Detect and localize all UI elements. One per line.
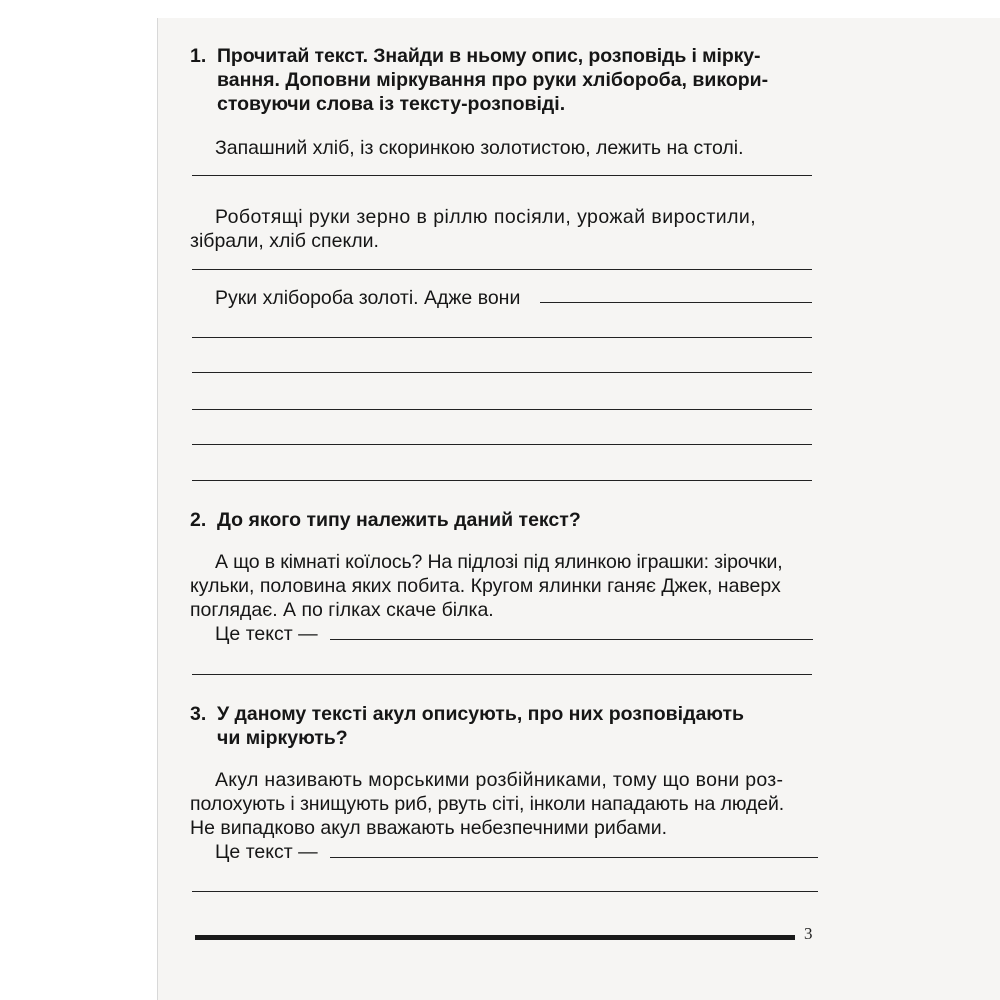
footer-rule <box>195 935 795 940</box>
task2-answer-fill-line[interactable] <box>330 639 813 640</box>
task3-heading-line-1: У даному тексті акул описують, про них розповідають <box>217 703 744 725</box>
task1-reasoning-fill-line[interactable] <box>540 302 812 303</box>
task3-heading-line-2: чи міркують? <box>217 727 348 749</box>
task3-text-line-2: полохують і знищують риб, рвуть сіті, інколи нападають на людей. <box>190 793 785 815</box>
task2-answer-label: Це текст — <box>215 623 318 645</box>
task1-answer-line-4[interactable] <box>192 372 812 373</box>
task1-answer-line-5[interactable] <box>192 409 812 410</box>
page-number: 3 <box>804 924 813 943</box>
task1-heading-line-2: вання. Доповни міркування про руки хлібороба, викори- <box>217 69 769 91</box>
task1-answer-line-3[interactable] <box>192 337 812 338</box>
task1-heading <box>190 44 830 120</box>
task3-answer-line-2[interactable] <box>192 891 818 892</box>
task3-heading <box>190 702 820 752</box>
task1-heading-line-3: стовуючи слова із тексту-розповіді. <box>217 93 566 115</box>
task2-text-line-2: кульки, половина яких побита. Кругом ялинки ганяє Джек, наверх <box>190 575 781 597</box>
task1-answer-line-2[interactable] <box>192 269 812 270</box>
task1-narrative-text <box>190 205 820 253</box>
task1-answer-line-1[interactable] <box>192 175 812 176</box>
task3-text <box>190 768 820 840</box>
task2-number: 2. <box>190 509 207 531</box>
task1-reasoning-start: Руки хлібороба золоті. Адже вони <box>215 287 521 309</box>
task1-description-text: Запашний хліб, із скоринкою золотистою, лежить на столі. <box>215 137 744 159</box>
task2-text-line-3: поглядає. А по гілках скаче білка. <box>190 599 494 621</box>
task3-heading-text <box>217 702 744 750</box>
task3-answer-label: Це текст — <box>215 841 318 863</box>
task1-heading-line-1: Прочитай текст. Знайди в ньому опис, розповідь і мірку- <box>217 45 761 67</box>
task1-heading-text <box>217 44 768 116</box>
task1-narrative-line-2: зібрали, хліб спекли. <box>190 230 379 252</box>
task3-text-line-1: Акул називають морськими розбійниками, тому що вони роз- <box>215 769 784 791</box>
task3-text-line-3: Не випадково акул вважають небезпечними рибами. <box>190 817 668 839</box>
task2-answer-line-2[interactable] <box>192 674 812 675</box>
task1-answer-line-7[interactable] <box>192 480 812 481</box>
task2-heading <box>190 508 820 534</box>
task1-answer-line-6[interactable] <box>192 444 812 445</box>
task2-heading-text: До якого типу належить даний текст? <box>217 509 581 531</box>
task3-answer-fill-line[interactable] <box>330 857 818 858</box>
task2-text-line-1: А що в кімнаті коїлось? На підлозі під ялинкою іграшки: зірочки, <box>215 551 783 573</box>
task2-text <box>190 550 820 622</box>
task3-number: 3. <box>190 703 207 725</box>
task1-number: 1. <box>190 45 207 67</box>
task1-narrative-line-1: Роботящі руки зерно в ріллю посіяли, урожай виростили, <box>215 206 757 228</box>
